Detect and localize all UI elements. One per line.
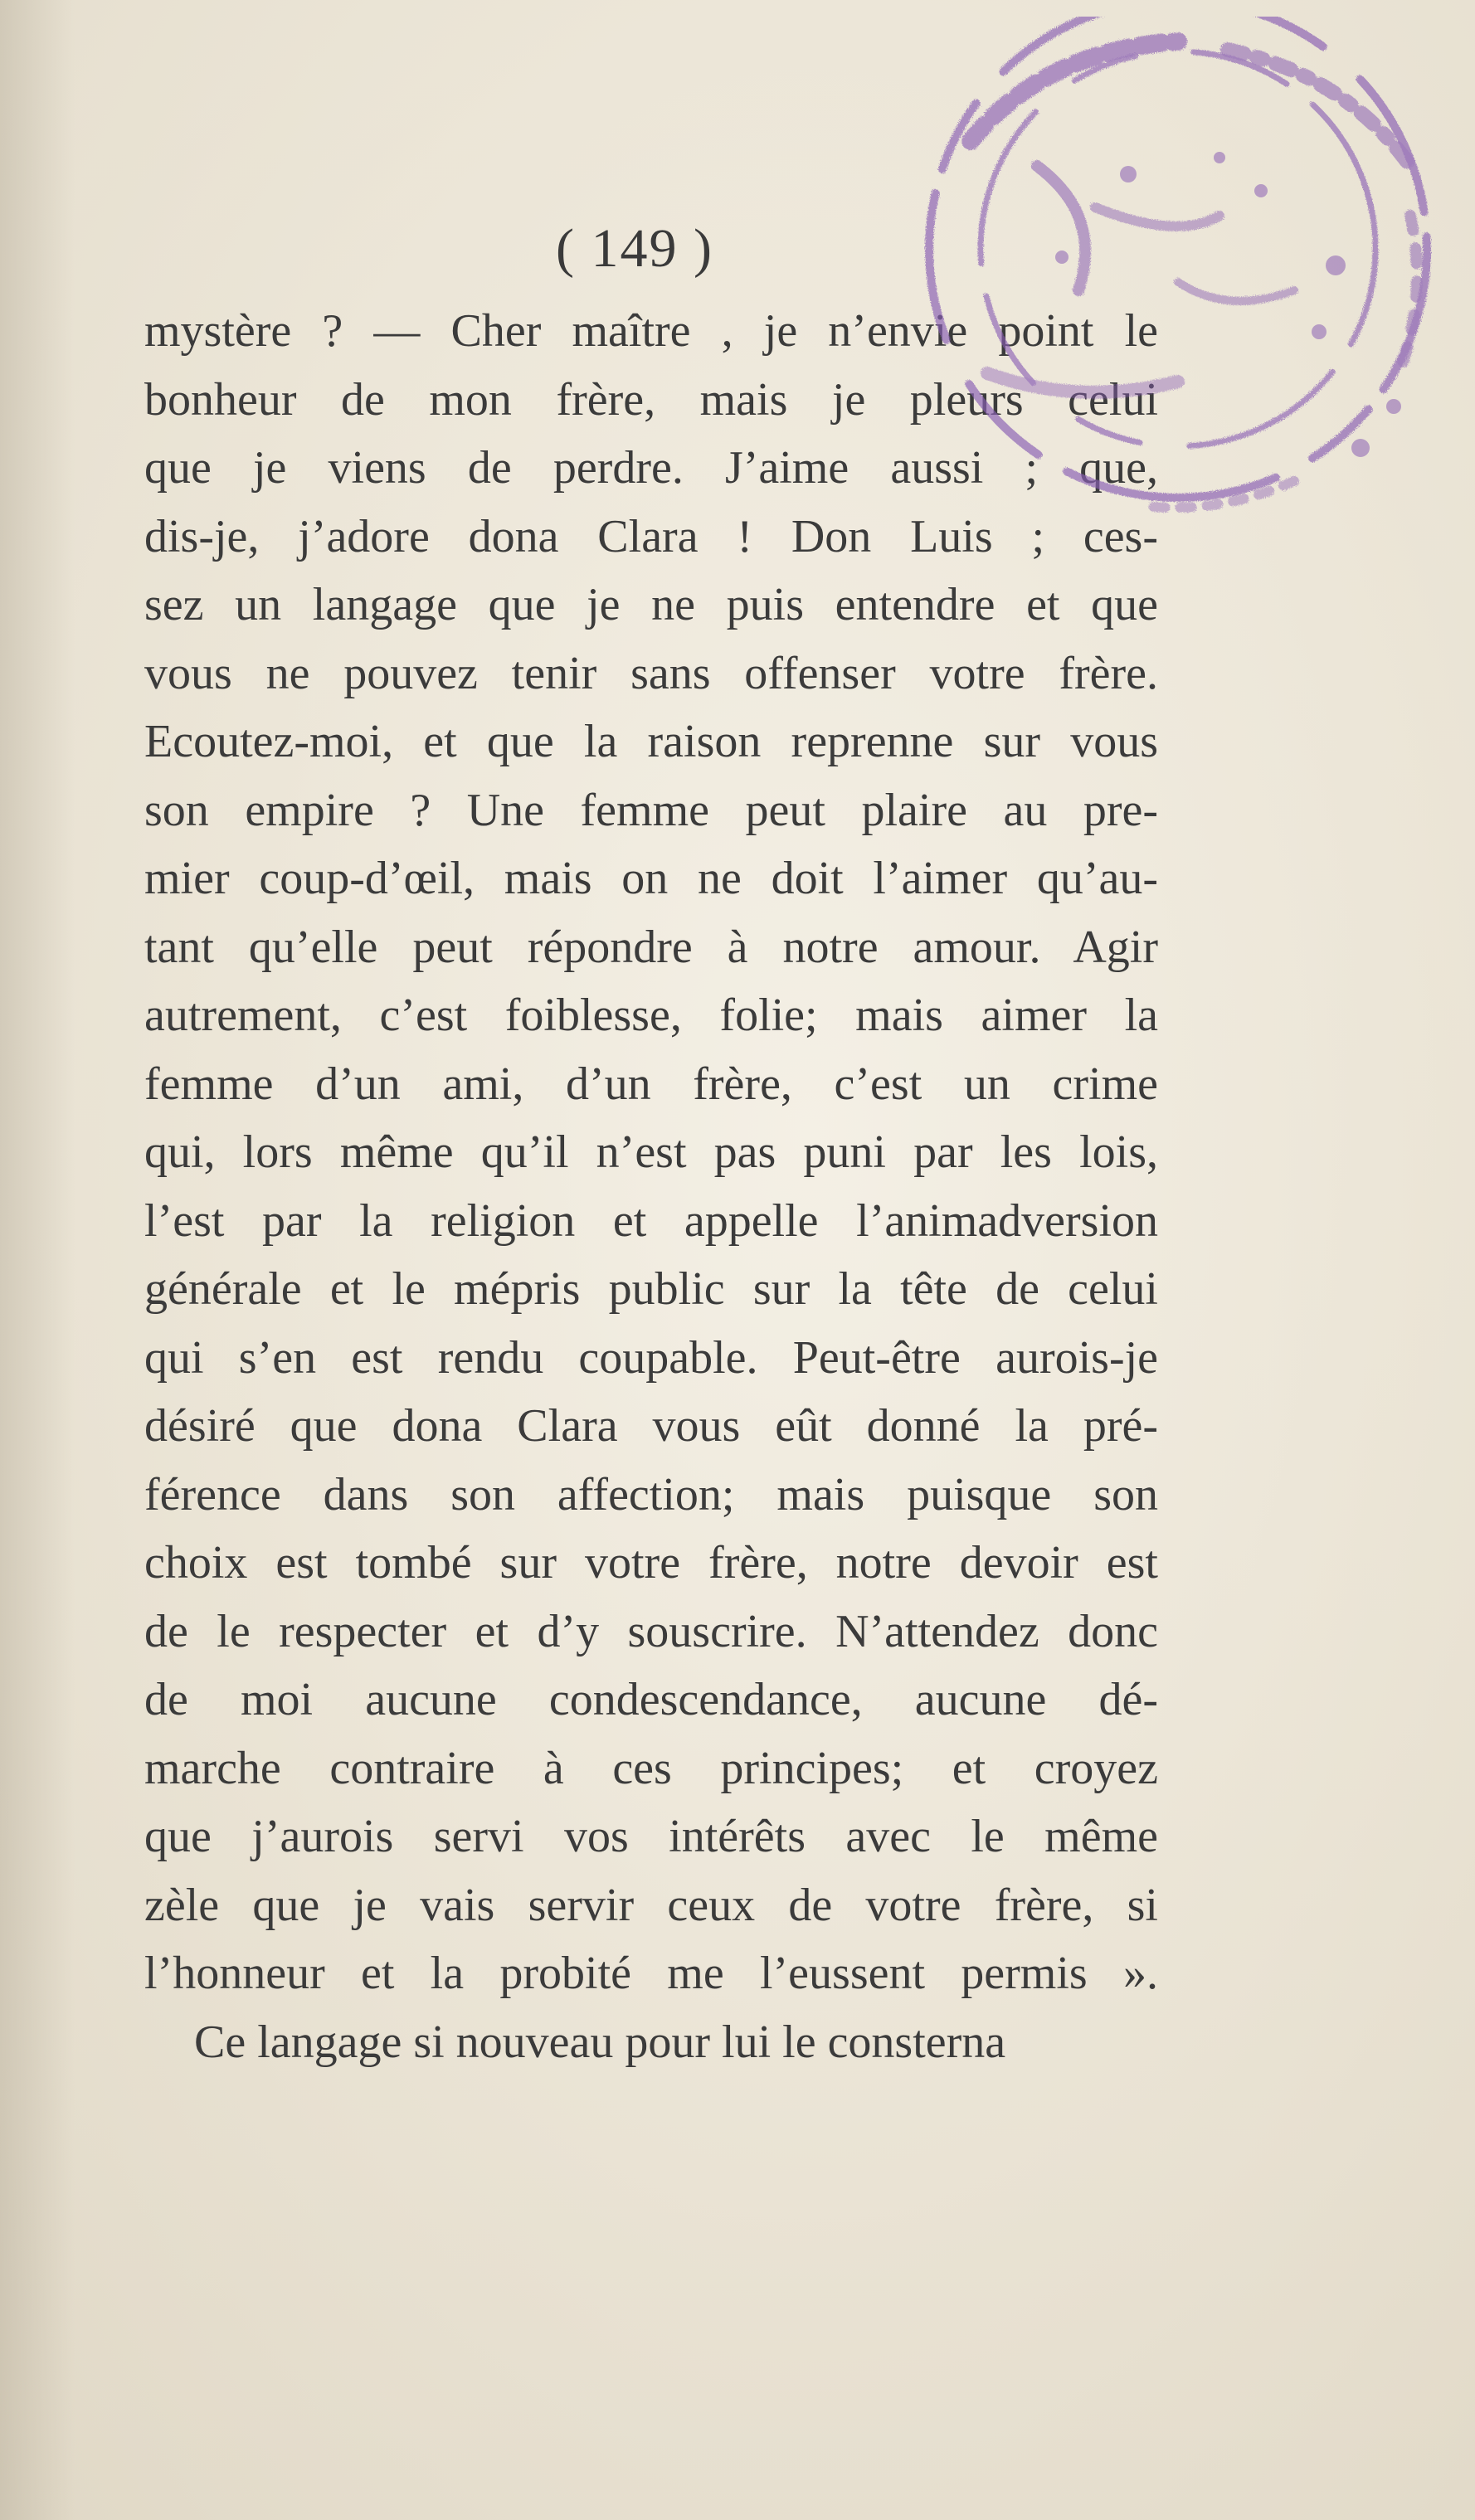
text-line: vous ne pouvez tenir sans offenser votre frère. [144, 647, 1158, 699]
text-line: qui s’en est rendu coupable. Peut-être aurois-je [144, 1331, 1158, 1384]
page-number: ( 149 ) [556, 218, 713, 279]
text-line: qui, lors même qu’il n’est pas puni par les lois, [144, 1126, 1158, 1178]
text-line: choix est tombé sur votre frère, notre devoir est [144, 1537, 1158, 1588]
text-line: Ecoutez-moi, et que la raison reprenne sur vous [144, 716, 1158, 767]
text-line: Ce langage si nouveau pour lui le consterna [194, 2016, 1006, 2068]
text-line: mier coup-d’œil, mais on ne doit l’aimer qu’au- [144, 853, 1158, 904]
text-line: tant qu’elle peut répondre à notre amour. Agir [144, 921, 1158, 973]
text-line: désiré que dona Clara vous eût donné la pré- [144, 1400, 1158, 1452]
text-line: générale et le mépris public sur la tête de celui [144, 1263, 1158, 1315]
text-line: bonheur de mon frère, mais je pleurs celui [144, 373, 1158, 426]
text-line: l’est par la religion et appelle l’animadversion [144, 1194, 1158, 1247]
text-line: l’honneur et la probité me l’eussent permis ». [144, 1948, 1158, 1999]
page-fold-shadow [0, 0, 75, 2520]
text-line: de moi aucune condescendance, aucune dé- [144, 1674, 1158, 1725]
text-line: que je viens de perdre. J’aime aussi ; que, [144, 442, 1158, 494]
text-line: marche contraire à ces principes; et croyez [144, 1742, 1158, 1794]
text-line: que j’aurois servi vos intérêts avec le même [144, 1811, 1158, 1862]
text-line: férence dans son affection; mais puisque son [144, 1468, 1158, 1520]
text-line: de le respecter et d’y souscrire. N’attendez donc [144, 1605, 1158, 1657]
text-line: mystère ? — Cher maître , je n’envie point le [144, 305, 1158, 357]
text-line: femme d’un ami, d’un frère, c’est un crime [144, 1058, 1158, 1110]
text-line: son empire ? Une femme peut plaire au pre- [144, 784, 1158, 836]
text-line: sez un langage que je ne puis entendre et que [144, 579, 1158, 630]
text-line: dis-je, j’adore dona Clara ! Don Luis ; ces- [144, 510, 1158, 562]
text-line: autrement, c’est foiblesse, folie; mais aimer la [144, 990, 1158, 1041]
library-stamp [830, 17, 1460, 597]
text-line: zèle que je vais servir ceux de votre frère, si [144, 1879, 1158, 1931]
